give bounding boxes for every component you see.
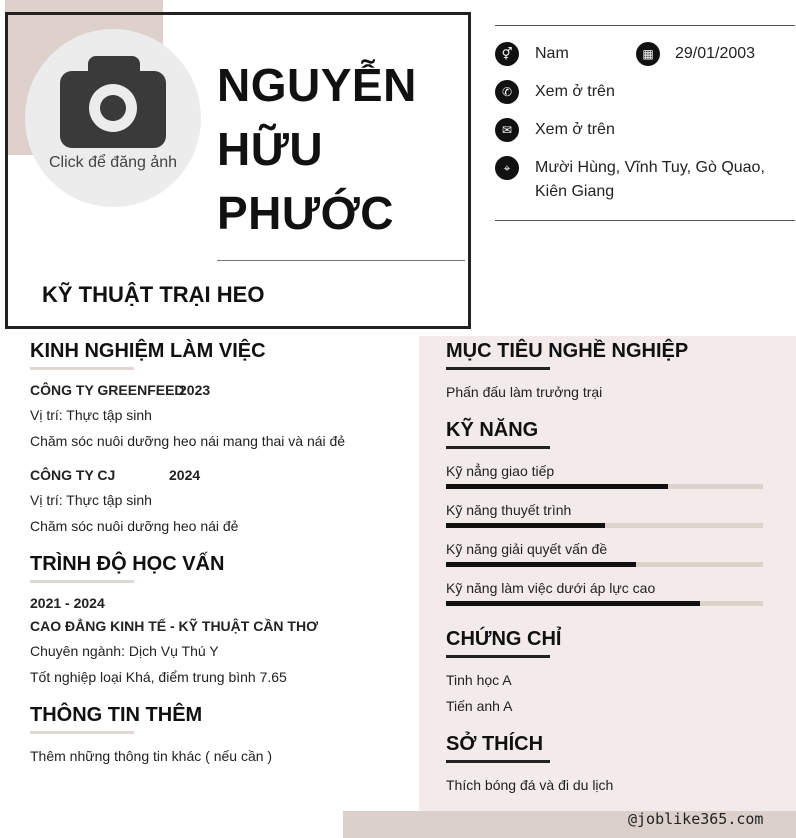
experience-title: KINH NGHIỆM LÀM VIỆC xyxy=(30,340,266,362)
phone-value: Xem ở trên xyxy=(535,83,615,100)
skill-bar-fill-1 xyxy=(446,484,668,489)
certificate-2: Tiến anh A xyxy=(446,698,513,714)
camera-lens-center xyxy=(100,95,126,121)
objective-text: Phấn đấu làm trưởng trại xyxy=(446,384,603,400)
hobbies-text: Thích bóng đá và đi du lịch xyxy=(446,777,614,793)
contact-bottom-divider xyxy=(495,220,795,221)
certificate-1: Tinh học A xyxy=(446,672,512,688)
skill-bar-fill-4 xyxy=(446,601,700,606)
hobbies-title: SỞ THÍCH xyxy=(446,733,544,755)
skill-bar-fill-3 xyxy=(446,562,636,567)
name-line-1: NGUYỄN xyxy=(217,59,417,111)
experience-desc-2: Chăm sóc nuôi dưỡng heo nái đẻ xyxy=(30,518,239,534)
experience-position-1: Vị trí: Thực tập sinh xyxy=(30,407,152,423)
name-line-2: HỮU xyxy=(217,123,324,175)
name-line-3: PHƯỚC xyxy=(217,187,395,239)
skill-bar-4 xyxy=(446,601,763,606)
experience-year-1: 2023 xyxy=(179,382,211,398)
skill-name-3: Kỹ năng giải quyết vấn đề xyxy=(446,541,608,557)
experience-company-1: CÔNG TY GREENFEED xyxy=(30,382,185,398)
objective-title: MỤC TIÊU NGHỀ NGHIỆP xyxy=(446,340,689,362)
calendar-icon: ▦ xyxy=(636,42,660,66)
education-underline xyxy=(30,580,134,583)
name-divider xyxy=(217,260,465,261)
location-icon: ⌖ xyxy=(495,156,519,180)
job-title: KỸ THUẬT TRẠI HEO xyxy=(42,282,265,307)
experience-company-2: CÔNG TY CJ xyxy=(30,467,116,483)
certificates-title: CHỨNG CHỈ xyxy=(446,628,562,650)
photo-label[interactable]: Click để đăng ảnh xyxy=(48,154,178,171)
experience-desc-1: Chăm sóc nuôi dưỡng heo nái mang thai và nái đẻ xyxy=(30,433,346,449)
more-info-text: Thêm những thông tin khác ( nếu cần ) xyxy=(30,748,273,764)
watermark: @joblike365.com xyxy=(628,810,764,828)
education-title: TRÌNH ĐỘ HỌC VẤN xyxy=(30,553,225,575)
gender-icon: ⚥ xyxy=(495,42,519,66)
email-value: Xem ở trên xyxy=(535,121,615,138)
objective-underline xyxy=(446,367,550,370)
skill-name-4: Kỹ năng làm việc dưới áp lực cao xyxy=(446,580,656,596)
phone-icon: ✆ xyxy=(495,80,519,104)
skill-name-1: Kỹ nẳng giao tiếp xyxy=(446,463,555,479)
more-info-underline xyxy=(30,731,134,734)
education-result: Tốt nghiệp loại Khá, điểm trung bình 7.65 xyxy=(30,669,287,685)
skills-title: KỸ NĂNG xyxy=(446,419,539,441)
gender-value: Nam xyxy=(535,45,569,62)
skill-bar-2 xyxy=(446,523,763,528)
experience-underline xyxy=(30,367,134,370)
contact-top-divider xyxy=(495,25,795,26)
skills-underline xyxy=(446,446,550,449)
experience-position-2: Vị trí: Thực tập sinh xyxy=(30,492,152,508)
address-value: Mười Hùng, Vĩnh Tuy, Gò Quao, Kiên Giang xyxy=(535,159,765,200)
more-info-title: THÔNG TIN THÊM xyxy=(30,704,203,726)
skill-bar-fill-2 xyxy=(446,523,605,528)
education-major: Chuyên ngành: Dịch Vụ Thú Y xyxy=(30,643,219,659)
skill-name-2: Kỹ năng thuyết trình xyxy=(446,502,572,518)
education-period: 2021 - 2024 xyxy=(30,595,105,611)
certificates-underline xyxy=(446,655,550,658)
education-school: CAO ĐẲNG KINH TẾ - KỸ THUẬT CẦN THƠ xyxy=(30,618,319,634)
skill-bar-3 xyxy=(446,562,763,567)
dob-value: 29/01/2003 xyxy=(675,45,756,62)
experience-year-2: 2024 xyxy=(169,467,201,483)
skill-bar-1 xyxy=(446,484,763,489)
email-icon: ✉ xyxy=(495,118,519,142)
hobbies-underline xyxy=(446,760,550,763)
